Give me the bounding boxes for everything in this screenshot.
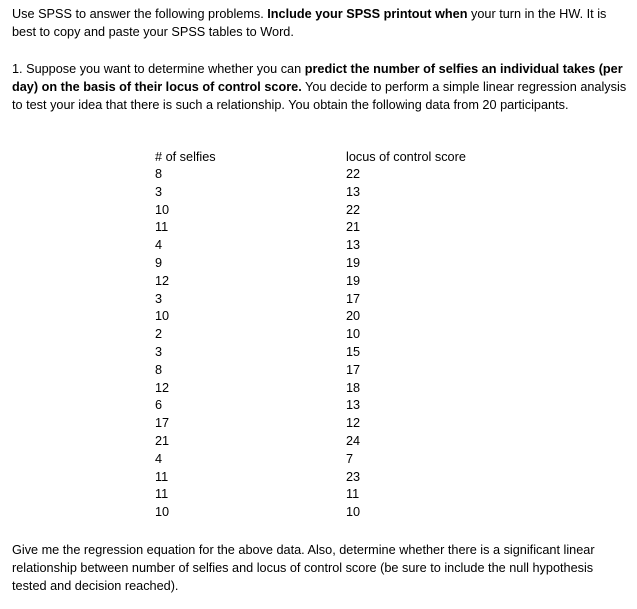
selfies-value: 3 [155,184,163,199]
selfies-value: 12 [155,380,170,395]
selfies-value: 11 [155,469,169,484]
locus-value: 13 [346,184,361,199]
locus-value: 18 [346,380,361,395]
selfies-value: 4 [155,451,163,466]
locus-value: 15 [346,344,361,359]
selfies-column [155,148,275,522]
selfies-value: 6 [155,398,163,413]
instructions-text-1: Use SPSS to answer the following problems. [12,7,268,21]
locus-value: 17 [346,291,361,306]
question-1-paragraph [12,60,627,114]
instructions-text-2: your turn in the HW. It is best to copy and paste your SPSS tables to Word. [12,7,607,39]
locus-value: 19 [346,273,361,288]
selfies-value: 3 [155,344,163,359]
locus-column-header: locus of control score [346,150,466,164]
selfies-column-header: # of selfies [155,150,216,164]
selfies-value: 2 [155,327,163,342]
locus-value: 22 [346,167,361,181]
instructions-bold-text: Include your SPSS printout when [267,7,468,21]
selfies-value: 17 [155,416,170,431]
closing-paragraph: Give me the regression equation for the above data. Also, determine whether there is a significant linear relationship between number of selfies and locus of control score (be sure to include the null hypothesis tested and decision reached). [12,543,595,593]
locus-value: 21 [346,220,361,235]
question-1-text-2: You decide to perform a simple linear regression analysis to test your idea that there is such a relationship. You obtain the following data from 20 participants. [12,80,627,112]
locus-value: 12 [346,416,361,431]
question-1-bold-text: predict the number of selfies an individual takes (per day) on the basis of their locus of control score. [12,62,623,94]
selfies-value: 4 [155,238,163,253]
selfies-value: 8 [155,362,163,377]
locus-column [346,148,546,522]
selfies-value: 11 [155,487,169,502]
locus-value: 24 [346,433,361,448]
locus-value: 10 [346,327,361,342]
selfies-value: 10 [155,202,170,217]
locus-value: 19 [346,255,361,270]
selfies-value: 8 [155,167,163,181]
locus-value: 11 [346,487,360,502]
selfies-value: 21 [155,433,170,448]
locus-value: 22 [346,202,361,217]
question-1-text-1: 1. Suppose you want to determine whether you can [12,62,305,76]
selfies-value: 9 [155,255,163,270]
locus-value: 7 [346,451,354,466]
locus-value: 20 [346,309,361,324]
selfies-value: 3 [155,291,163,306]
locus-value: 23 [346,469,361,484]
locus-value: 17 [346,362,361,377]
locus-value: 13 [346,238,361,253]
selfies-value: 11 [155,220,169,235]
locus-value: 10 [346,505,361,520]
selfies-value: 10 [155,309,170,324]
selfies-value: 12 [155,273,170,288]
selfies-value: 10 [155,505,170,520]
instructions-paragraph [12,5,627,41]
locus-value: 13 [346,398,361,413]
